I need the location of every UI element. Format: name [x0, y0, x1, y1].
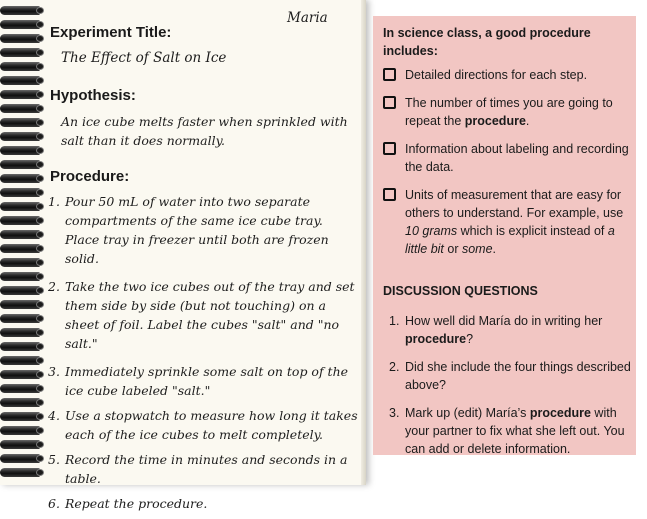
author-name: Maria [287, 10, 328, 26]
step-text: Take the two ice cubes out of the tray and set them side by side (but not touching) on a sheet of foil. Label the cubes "salt" and "no salt." [65, 279, 355, 351]
procedure-tips-panel [373, 16, 636, 455]
hypothesis-text: An ice cube melts faster when sprinkled with salt than it does normally. [61, 114, 348, 148]
checklist-item [383, 66, 631, 84]
checkbox-icon [383, 96, 396, 109]
procedure-step [48, 494, 360, 513]
checkbox-icon [383, 188, 396, 201]
procedure-label: Procedure: [50, 168, 130, 185]
step-text: Record the time in minutes and seconds in a table. [65, 452, 348, 486]
hypothesis-label: Hypothesis: [50, 87, 136, 104]
discussion-questions [383, 312, 633, 468]
question-text: Mark up (edit) María’s procedure with your partner to fix what she left out. You can add or delete information. [405, 406, 625, 456]
experiment-title-label: Experiment Title: [50, 24, 172, 41]
procedure-step [48, 450, 360, 488]
question-text: Did she include the four things described above? [405, 360, 631, 392]
question-number: 1. [389, 314, 400, 328]
step-number: 6. [48, 496, 60, 511]
step-text: Pour 50 mL of water into two separate compartments of the same ice cube tray. Place tray in freezer until both are frozen solid. [65, 194, 329, 266]
procedure-step [48, 406, 360, 444]
step-text: Repeat the procedure. [65, 496, 208, 511]
checklist-text: Detailed directions for each step. [405, 68, 588, 82]
checklist-text: The number of times you are going to repeat the procedure. [405, 96, 613, 128]
discussion-title: DISCUSSION QUESTIONS [383, 284, 538, 298]
discussion-question [383, 404, 633, 458]
question-text: How well did María do in writing her procedure? [405, 314, 603, 346]
step-text: Use a stopwatch to measure how long it takes each of the ice cubes to melt completely. [65, 408, 358, 442]
panel-title: In science class, a good procedure includes: [383, 26, 591, 58]
discussion-question [383, 312, 633, 348]
step-number: 4. [48, 408, 60, 423]
procedure-step [48, 277, 360, 353]
checklist-text: Units of measurement that are easy for others to understand. For example, use 10 grams which is explicit instead of a little bit or some. [405, 188, 624, 256]
checklist-item [383, 94, 631, 130]
checkbox-icon [383, 68, 396, 81]
procedure-steps [48, 192, 360, 519]
step-number: 1. [48, 194, 60, 209]
procedure-checklist [383, 66, 631, 268]
procedure-step [48, 362, 360, 400]
question-number: 2. [389, 360, 400, 374]
procedure-step [48, 192, 360, 268]
checkbox-icon [383, 142, 396, 155]
step-number: 3. [48, 364, 60, 379]
checklist-item [383, 140, 631, 176]
discussion-question [383, 358, 633, 394]
experiment-title: The Effect of Salt on Ice [61, 50, 227, 66]
step-number: 2. [48, 279, 60, 294]
step-number: 5. [48, 452, 60, 467]
step-text: Immediately sprinkle some salt on top of the ice cube labeled "salt." [65, 364, 349, 398]
question-number: 3. [389, 406, 400, 420]
checklist-text: Information about labeling and recording the data. [405, 142, 629, 174]
checklist-item [383, 186, 631, 258]
